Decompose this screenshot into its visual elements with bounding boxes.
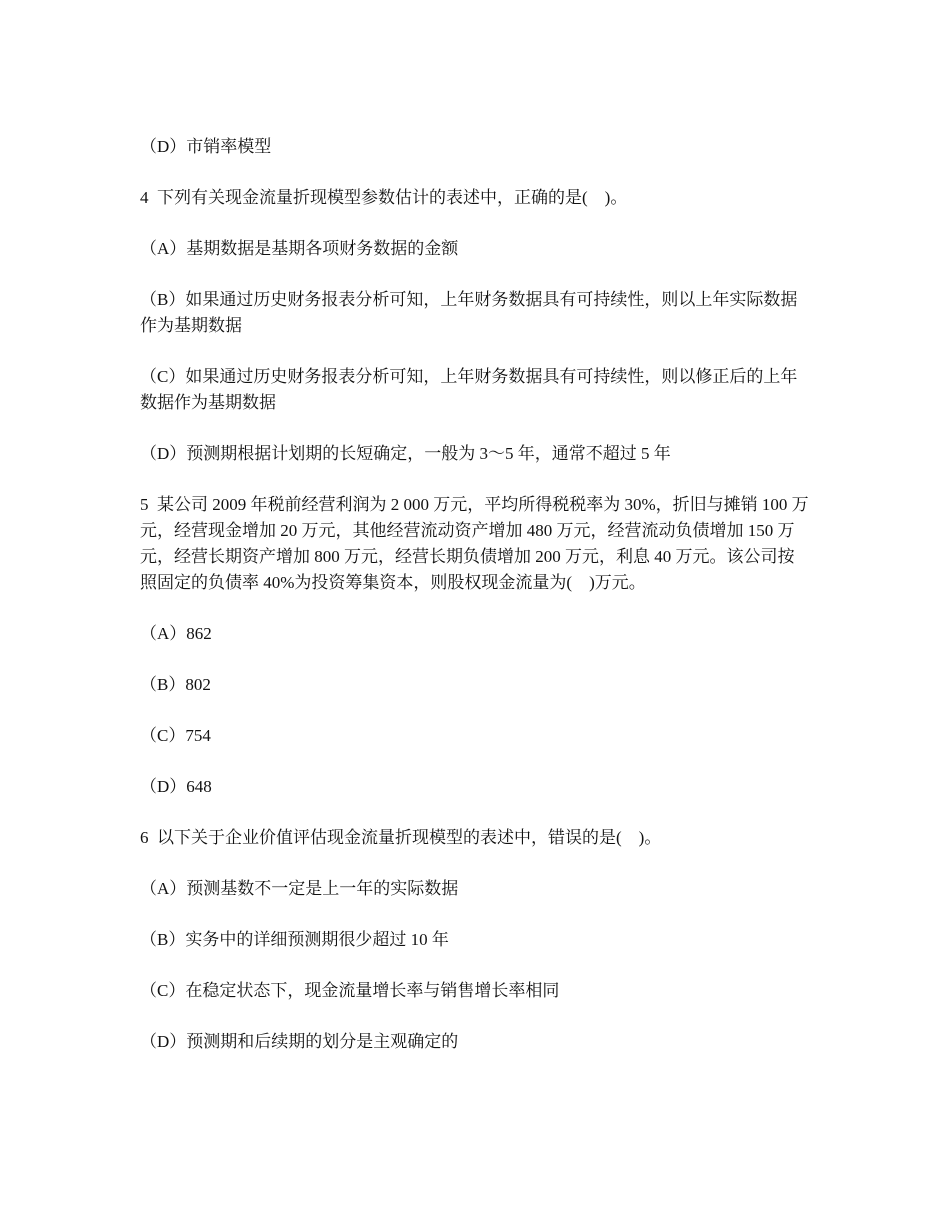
question-4-option-c: （C）如果通过历史财务报表分析可知，上年财务数据具有可持续性，则以修正后的上年数据作为基期数据 <box>140 367 798 412</box>
question-5-option-b: （B）802 <box>140 675 211 694</box>
question-4-option-a: （A）基期数据是基期各项财务数据的金额 <box>140 239 459 258</box>
question-4-stem: 4 下列有关现金流量折现模型参数估计的表述中，正确的是( )。 <box>140 188 628 207</box>
question-6-stem: 6 以下关于企业价值评估现金流量折现模型的表述中，错误的是( )。 <box>140 828 662 847</box>
question-6-option-b: （B）实务中的详细预测期很少超过 10 年 <box>140 930 449 949</box>
question-6-option-c: （C）在稳定状态下，现金流量增长率与销售增长率相同 <box>140 981 560 1000</box>
question-6-option-a: （A）预测基数不一定是上一年的实际数据 <box>140 879 459 898</box>
question-5-stem: 5 某公司 2009 年税前经营利润为 2 000 万元，平均所得税税率为 30%，折旧与摊销 100 万元，经营现金增加 20 万元，其他经营流动资产增加 480 万元，经营流动负债增加 150 万元，经营长期资产增加 800 万元，经营长期负债增加 200 万元，利息 40 万元。该公司按照固定的负债率 40%为投资筹集资本，则股权现金流量为( )万元。 <box>140 495 809 592</box>
question-4-option-b: （B）如果通过历史财务报表分析可知，上年财务数据具有可持续性，则以上年实际数据作为基期数据 <box>140 290 798 335</box>
question-5-option-c: （C）754 <box>140 726 211 745</box>
question-5-option-a: （A）862 <box>140 624 212 643</box>
question-3-option-d: （D）市销率模型 <box>140 137 272 156</box>
question-list <box>140 134 810 1080</box>
question-5-option-d: （D）648 <box>140 777 212 796</box>
question-4-option-d: （D）预测期根据计划期的长短确定，一般为 3～5 年，通常不超过 5 年 <box>140 444 671 463</box>
question-6-option-d: （D）预测期和后续期的划分是主观确定的 <box>140 1032 459 1051</box>
